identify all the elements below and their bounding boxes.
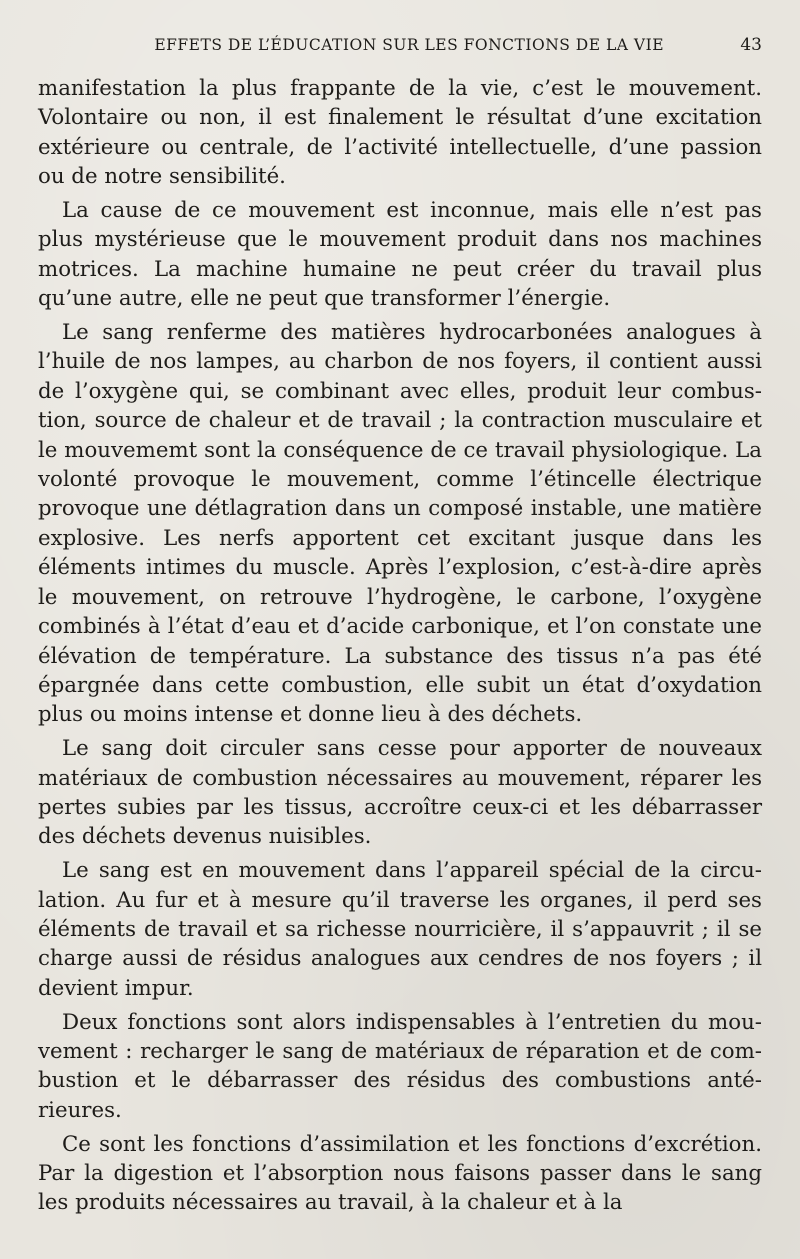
paragraph: La cause de ce mouvement est inconnue, mais elle n’est pas plus mystérieuse que le mouvement produit dans nos machines motrices. La machine humaine ne peut créer du travail plus qu’une autre, elle ne peut que transformer l’énergie.	[38, 198, 762, 312]
running-title: EFFETS DE L’ÉDUCATION SUR LES FONCTIONS DE LA VIE	[154, 36, 665, 54]
paragraph: Le sang doit circuler sans cesse pour apporter de nouveaux matériaux de combustion nécessaires au mouvement, réparer les pertes subies par les tissus, accroître ceux-ci et les débarrasser des déchets devenus nuisibles.	[38, 736, 762, 850]
running-head	[38, 30, 762, 60]
paragraph: Ce sont les fonctions d’assimilation et les fonctions d’excrétion. Par la digestion et l’absorption nous faisons passer dans le sang les produits nécessaires au travail, à la chaleur et à la	[38, 1131, 762, 1216]
page-number: 43	[740, 35, 762, 55]
body-text	[38, 74, 762, 1222]
paragraph: manifestation la plus frappante de la vie, c’est le mouvement. Volontaire ou non, il est finalement le résultat d’une excitation extérieure ou centrale, de l’activité intellectuelle, d’une passion ou de notre sensibilité.	[38, 76, 762, 190]
paragraph: Le sang est en mouvement dans l’appareil spécial de la circulation. Au fur et à mesure qu’il traverse les organes, il perd ses éléments de travail et sa richesse nourricière, il s’appauvrit ; il se charge aussi de résidus analogues aux cendres de nos foyers ; il devient impur.	[38, 858, 762, 1001]
paragraph: Deux fonctions sont alors indispensables à l’entretien du mouvement : recharger le sang de matériaux de réparation et de combustion et le débarrasser des résidus des combustions antérieures.	[38, 1009, 762, 1123]
paragraph: Le sang renferme des matières hydrocarbonées analogues à l’huile de nos lampes, au charbon de nos foyers, il contient aussi de l’oxygène qui, se combinant avec elles, produit leur combustion, source de chaleur et de travail ; la contraction musculaire et le mouvememt sont la conséquence de ce travail physiologique. La volonté provoque le mouvement, comme l’étincelle électrique provoque une détlagration dans un composé instable, une matière explosive. Les nerfs apportent cet excitant jusque dans les éléments intimes du muscle. Après l’explosion, c’est-à-dire après le mouvement, on retrouve l’hydrogène, le carbone, l’oxygène combinés à l’état d’eau et d’acide carbonique, et l’on constate une élévation de température. La substance des tissus n’a pas été épargnée dans cette combustion, elle subit un état d’oxydation plus ou moins intense et donne lieu à des déchets.	[38, 320, 762, 728]
